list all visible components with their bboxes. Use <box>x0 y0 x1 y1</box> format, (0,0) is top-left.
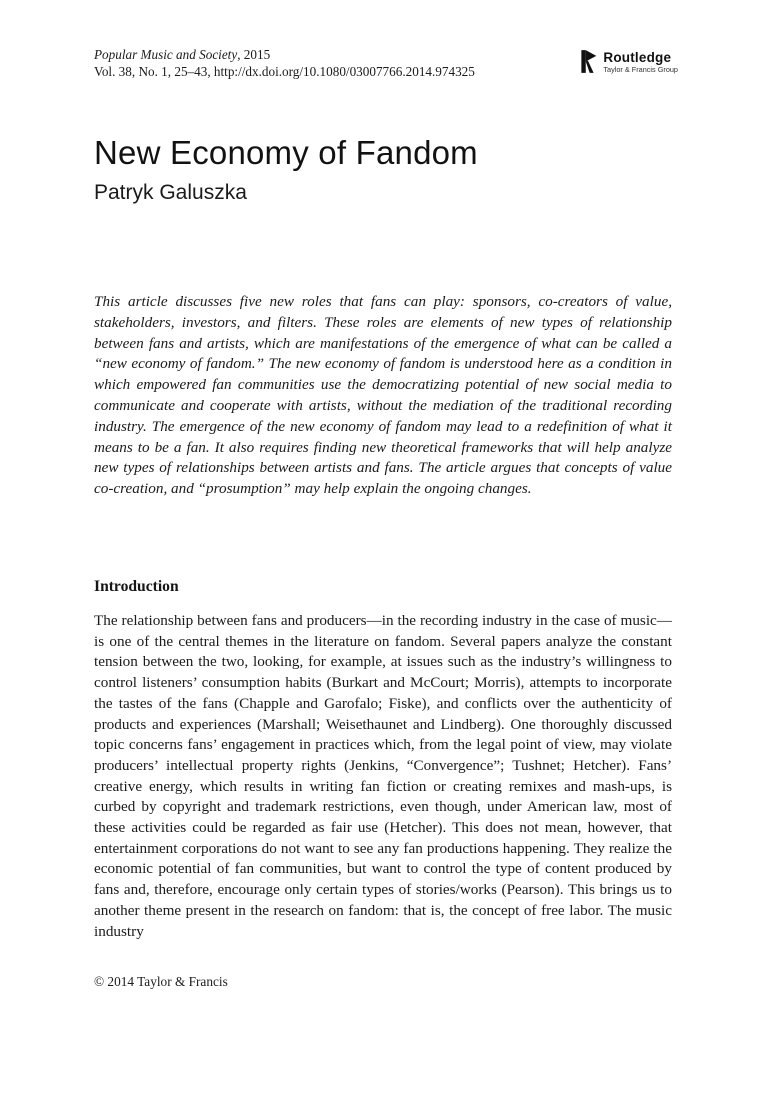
journal-title-line <box>94 46 475 63</box>
copyright-notice: © 2014 Taylor & Francis <box>94 974 228 989</box>
journal-citation: Vol. 38, No. 1, 25–43, http://dx.doi.org/10.1080/03007766.2014.974325 <box>94 64 475 79</box>
journal-info <box>94 46 475 80</box>
journal-header <box>94 46 678 80</box>
article-author: Patryk Galuszka <box>94 181 247 204</box>
publisher-tagline: Taylor & Francis Group <box>603 64 678 74</box>
abstract-text: This article discusses five new roles that fans can play: sponsors, co-creators of value, stakeholders, investors, and filters. These roles are elements of new types of relationship between fans and artists, which are manifestations of the emergence of what can be called a “new economy of fandom.” The new economy of fandom is understood here as a condition in which empowered fan communities use the democratizing potential of new social media to communicate and cooperate with artists, without the mediation of the traditional recording industry. The emergence of the new economy of fandom may lead to a redefinition of what it means to be a fan. It also requires finding new theoretical frameworks that will help analyze new types of relationships between artists and fans. The article argues that concepts of value co-creation, and “prosumption” may help explain the ongoing changes. <box>94 293 672 498</box>
publisher-name: Routledge <box>603 49 672 65</box>
publisher-block <box>577 48 678 75</box>
routledge-logo-icon <box>577 48 598 75</box>
journal-year: , 2015 <box>237 47 271 62</box>
journal-name: Popular Music and Society <box>94 47 238 62</box>
section-heading-introduction: Introduction <box>94 578 179 595</box>
publisher-text <box>603 50 678 74</box>
article-title: New Economy of Fandom <box>94 134 478 171</box>
body-paragraph: The relationship between fans and producers—in the recording industry in the case of music—is one of the central themes in the literature on fandom. Several papers analyze the constant tension between the two, looking, for example, at issues such as the industry’s willingness to control listeners’ consumption habits (Burkart and McCourt; Morris), attempts to incorporate the tastes of the fans (Chapple and Garofalo; Fiske), and conflicts over the authenticity of products and experiences (Marshall; Weisethaunet and Lindberg). One thoroughly discussed topic concerns fans’ engagement in practices which, from the legal point of view, may violate producers’ intellectual property rights (Jenkins, “Convergence”; Tushnet; Hetcher). Fans’ creative energy, which results in writing fan fiction or creating remixes and mash-ups, is curbed by copyright and trademark restrictions, even though, under American law, most of these activities could be regarded as fair use (Hetcher). This does not mean, however, that entertainment corporations do not want to see any fan productions happening. They realize the economic potential of fan communities, but want to control the type of content produced by fans and, therefore, encourage only certain types of stories/works (Pearson). This brings us to another theme present in the research on fandom: that is, the concept of free labor. The music industry <box>94 612 672 940</box>
